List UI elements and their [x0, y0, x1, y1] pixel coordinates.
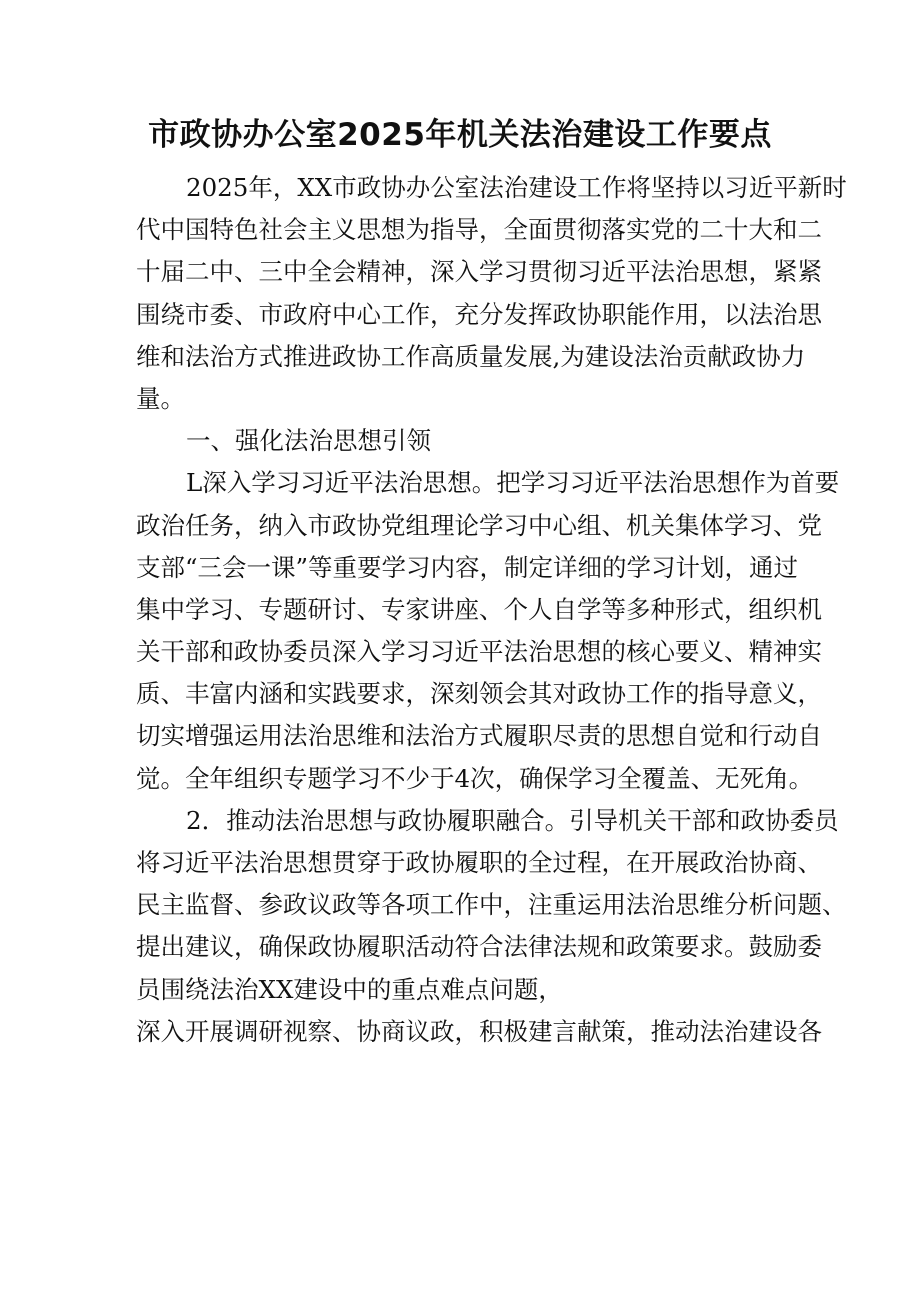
section-heading: 一、强化法治思想引领 — [186, 426, 431, 456]
paragraph-line: 围绕市委、市政府中心工作，充分发挥政协职能作用，以法治思 — [136, 299, 822, 329]
document-body — [136, 167, 847, 1053]
paragraph-line: 政治任务，纳入市政协党组理论学习中心组、机关集体学习、党 — [136, 510, 822, 540]
paragraph-line: 2025年，XX市政协办公室法治建设工作将坚持以习近平新时 — [186, 173, 847, 202]
paragraph-line: L深入学习习近平法治思想。把学习习近平法治思想作为首要 — [186, 468, 840, 498]
paragraph-line: 集中学习、专题研讨、专家讲座、个人自学等多种形式，组织机 — [136, 594, 822, 624]
paragraph-line: 民主监督、参政议政等各项工作中，注重运用法治思维分析问题、 — [136, 890, 847, 920]
document-title: 市政协办公室2025年机关法治建设工作要点 — [148, 117, 772, 153]
paragraph-line: 代中国特色社会主义思想为指导，全面贯彻落实党的二十大和二 — [136, 215, 822, 245]
paragraph-line: 将习近平法治思想贯穿于政协履职的全过程，在开展政治协商、 — [136, 848, 822, 877]
paragraph-line: 切实增强运用法治思维和法治方式履职尽责的思想自觉和行动自 — [136, 721, 822, 751]
paragraph-line: 质、丰富内涵和实践要求，深刻领会其对政协工作的指导意义， — [136, 679, 822, 709]
paragraph-line: 员围绕法治XX建设中的重点难点问题， — [136, 974, 563, 1004]
paragraph-line: 深入开展调研视察、协商议政，积极建言献策，推动法治建设各 — [136, 1016, 822, 1046]
paragraph-line: 十届二中、三中全会精神，深入学习贯彻习近平法治思想，紧紧 — [136, 257, 822, 287]
paragraph-line: 支部“三会一课”等重要学习内容，制定详细的学习计划，通过 — [136, 552, 799, 582]
paragraph-line: 维和法治方式推进政协工作高质量发展,为建设法治贡献政协力 — [136, 341, 806, 371]
paragraph-line: 量。 — [136, 383, 185, 413]
paragraph-line: 提出建议，确保政协履职活动符合法律法规和政策要求。鼓励委 — [136, 932, 822, 962]
paragraph-line: 觉。全年组织专题学习不少于4次，确保学习全覆盖、无死角。 — [136, 763, 814, 793]
paragraph-line: 关干部和政协委员深入学习习近平法治思想的核心要义、精神实 — [136, 637, 822, 667]
paragraph-line: 2．推动法治思想与政协履职融合。引导机关干部和政协委员 — [186, 805, 839, 835]
